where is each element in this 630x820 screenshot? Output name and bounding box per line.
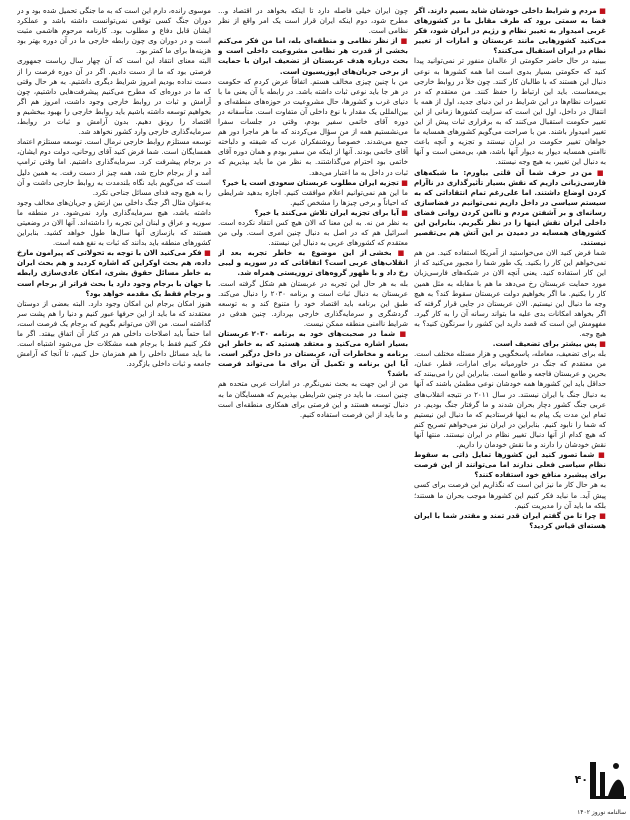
interview-answer: هنوز امکان برجام این امکان وجود دارد. البته بعضی از دوستان معتقدند که ما باید از این حرفها عبور کنیم و دنیا را هم پشت سر گذاشته است. من الان می‌توانم بگویم که برجام یک فرصت است، اما حتماً باید اصلاحات داخلی هم در کنار آن اتفاق بیفتد. اگر ما فکر کنیم فقط با برجام همه مشکلات حل می‌شود اشتباه است. ما باید مسائل داخلی را هم همزمان حل کنیم، تا آنجا که آرامش جامعه و ثبات داخلی بازگردد. bbox=[17, 298, 211, 369]
question-text: تجزیه ایران مطلوب عربستان سعودی است یا خیر؟ bbox=[222, 177, 399, 187]
question-bullet-icon: ■ bbox=[391, 248, 408, 258]
magazine-logo bbox=[588, 758, 628, 802]
text-column-middle bbox=[218, 6, 408, 766]
interview-answer: موسوی رانده، دارم این است که به ما جنگی تحمیل شده بود و در دوران جنگ کسی توقعی نمی‌توانست داشته باشد و عملکرد ایشان قابل دفاع و مطلوب بود. کارنامه مرحوم هاشمی مثبت است و در دوران وی چون رابطه خارجی ما در آن دوره بهتر بود هزینه‌ها برای ما کمتر بود. bbox=[17, 6, 211, 56]
question-text: مردم و شرایط داخلی خودشان شاید بسیم دارند. اگر فضا به سمتی برود که طرف مقابل ما در کشورهای غربی امیدوار به تغییر نظام و رژیم در ایران شود، فکر می‌کنید کشورهایی مانند عربستان و امارات از تغییر نظام در ایران استقبال می‌کنند؟ bbox=[414, 6, 606, 56]
interview-answer: شما فرض کنید الان می‌خواستید از آمریکا استفاده کنید. من هم نمی‌خواهم این کار را بکنید. یک طور شما را مجبور می‌کنید که از این کار استفاده کنید. یعنی آنچه الان در شبکه‌های فارسی‌زبان مورد حمایت عربستان رخ می‌دهد ما هم با مقابله به مثل همین کار را بکنیم. ما اگر بخواهیم دولت عربستان سقوط کند؟ به هیچ وجه ما دنبال این نیستیم. الان عربستان در جایی قرار گرفته که اگر بخواهد امکانات بدی علیه ما بتواند رسانه آن را به کار گیرد. مفهومش این است که قصد دارید این کشور را سرنگون کنید؟ به هیچ وجه. bbox=[414, 248, 606, 338]
interview-question bbox=[218, 36, 408, 76]
question-text: آیا برای تجزیه ایران تلاش می‌کنند یا خیر؟ bbox=[254, 207, 399, 217]
interview-answer: بله برای تضعیف، معامله، پاسخگویی و هزار مسئله مختلف است. من معتقدم که جنگ در خاورمیانه برای امارات، قطر، عمان، بحرین و عربستان فاجعه و طامع است. بنابراین این را می‌بینند که حداقل باید این کشورها همه خودشان نوعی مطمئن باشند که آنها به دنبال جنگ با ایران نیستند. در سال ۲۰۱۱ در نتیجه انقلاب‌های عربی جنگ کشور دچار بحران شدند و ما گرفتار جنگ بودیم. در تمام این مدت یک پیام به اینها فرستادیم که ما دنبال این نیستیم که شما را نابود کنیم. بنابراین در ایران نیز می‌خواهم تصریح کنم که هیچ کدام از آنها دنبال تغییر نظام در ایران نیستند. منتها آنها نقش خودشان را دارند و ما نقش خودمان را داریم. bbox=[414, 349, 606, 450]
interview-question bbox=[414, 168, 606, 249]
question-bullet-icon: ■ bbox=[398, 207, 408, 217]
interview-question bbox=[218, 329, 408, 379]
interview-answer: بله به هر حال این تجربه در عربستان هم شکل گرفته است. عربستان به دنبال ثبات است و برنامه ۲۰۳۰ را دنبال می‌کند. طبق این برنامه باید اقتصاد خود را متنوع کند و به توسعه گردشگری و سرمایه‌گذاری خارجی بپردازد. چنین هدفی در شرایط ناامنی منطقه ممکن نیست. bbox=[218, 278, 408, 328]
issue-label: سالنامه نوروز ۱۴۰۲ bbox=[577, 809, 626, 816]
interview-question bbox=[218, 248, 408, 278]
question-text: بخشی از این موضوع به خاطر تجربه بعد از انقلاب‌های عربی است؟ اتفاقاتی که در سوریه و لیبی رخ داد و با ظهور گروه‌های تروریستی همراه شد. bbox=[218, 248, 408, 278]
interview-question bbox=[414, 6, 606, 56]
question-bullet-icon: ■ bbox=[397, 36, 408, 46]
interview-question bbox=[218, 178, 408, 188]
question-text: من در حرف شما آن قلتی بیاورم: ما شبکه‌های فارسی‌زبانی داریم که نقش بسیار تأثیرگذاری در ناآرام کردن اوضاع داشتند. اما علی‌رغم تمام انتقاداتی که به سیستم سیاسی در داخل داریم نمی‌توانیم در فضاسازی رسانه‌ای و بر آشفتن مردم و ناامن کردن روانی فضای داخلی ایران نقش اینها را در نظر نگیریم. بنابراین این کشورهای همسایه در دمیدن بر این آتش هم بی‌تقصیر نیستند. bbox=[414, 167, 606, 248]
interview-question bbox=[218, 208, 408, 218]
interview-question bbox=[414, 339, 606, 349]
interview-answer: به هر حال کار ما نیز این است که نگذاریم این فرصت برای کسی پیش آید. ما نباید فکر کنیم این کشورها موجب بحران ما هستند؛ بلکه ما باید آن را مدیریت کنیم. bbox=[414, 480, 606, 510]
question-text: از نظر نظامی و منطقه‌ای بله، اما من فکر می‌کنم بخشی از قدرت هر نظامی مشروعیت داخلی است و بحث درباره هدف عربستان از تضعیف ایران با حمایت از برخی جریان‌های اپوزیسیون است. bbox=[218, 36, 408, 76]
question-text: شما در صحبت‌های خود به برنامه ۲۰۳۰ عربستان بسیار اشاره می‌کنید و معتقد هستید که به خاطر این برنامه و مخاطرات آن، عربستان در داخل درگیر است. آیا این برنامه و تکمیل آن برای ما می‌تواند فرصت باشد؟ bbox=[218, 329, 408, 379]
question-text: شما تصور کنید این کشورها تمایل ذاتی به سقوط نظام سیاسی فعلی ندارند اما می‌توانند از این فرصت برای پیشبرد منافع خود استفاده کنند؟ bbox=[414, 450, 606, 480]
interview-question bbox=[17, 248, 211, 298]
interview-answer: به نظر من نه. به این معنا که الان هیچ کس انتقاد نکرده است. اسرائیل هم که در اصل به دنبال چنین امری است. ولی من معتقدم که کشورهای عربی به دنبال این نیستند. bbox=[218, 217, 408, 248]
interview-question bbox=[414, 450, 606, 480]
interview-answer: به‌عنوان مثال اگر جنگ داخلی بین ارتش و جریان‌های مخالف وجود داشته باشد، هیچ سرمایه‌گذاری وارد نمی‌شود. در منطقه ما سوریه و عراق و لبنان این تجربه را داشته‌اند. آنها الان در وضعیتی هستند که بازسازی آنها سال‌ها طول خواهد کشید. بنابراین کشورهای منطقه باید بدانند که ثبات به نفع همه است. bbox=[17, 197, 211, 248]
page-number: ۴۰ bbox=[574, 773, 588, 786]
interview-answer: البته معنای انتقاد این است که آن چهار سال ریاست جمهوری فرصتی بود که ما از دست دادیم. اگر در آن دوره فرصت را از دست نداده بودیم امروز شرایط دیگری داشتیم. به هر حال وقتی که ما در دوره‌ای که مطرح می‌کنیم پیشرفت‌هایی داشتیم، چون آرامش و ثبات در روابط خارجی وجود داشت، امروز هم اگر بخواهیم توسعه داشته باشیم باید روابط خارجی را بهبود ببخشیم و اقتصاد را رونق دهیم. بدون آرامش و ثبات در روابط، سرمایه‌گذاری خارجی وارد کشور نخواهد شد. bbox=[17, 56, 211, 137]
text-column-right bbox=[414, 6, 606, 766]
question-bullet-icon: ■ bbox=[592, 167, 606, 177]
question-bullet-icon: ■ bbox=[596, 510, 606, 520]
interview-answer: ببینید در حال حاضر حکومتی از عالمان منفور تر نمی‌توانید پیدا کنید که حکومتی بسیار بدوی است اما همه کشورها به نوعی دنبال این هستند که با طالبان کار کنند. چون خلأ در روابط خارجی بی‌معناست. باید این ارتباط را حفظ کنند. من معتقدم که در تغییرات نظام‌ها در این شرایط در این دنیای جدید، اول از همه با انتقال در داخل، اول این است که سرایت کشورها زمانی از این تغییر حکومت استقبال می‌کنند که به برقراری ثبات پیش از این تغییر امیدوار باشند. من با صراحت می‌گویم کشورهای همسایه ما خواهان تغییر حکومت در ایران نیستند و تجزیه و آنچه باعث ناامنی همسایه دیوار به دیوار آنها باشد، هم، بی‌معنی است و آنها به دنبال این تغییر، به هیچ وجه نیستند. bbox=[414, 56, 606, 167]
question-bullet-icon: ■ bbox=[201, 248, 211, 258]
interview-answer: ما این هم نمی‌توانیم اعلام موافقت کنیم. اجازه بدهید شرایطی که احیاناً و برخی چیزها را مشخص کنیم. bbox=[218, 187, 408, 207]
question-bullet-icon: ■ bbox=[596, 6, 606, 15]
question-bullet-icon: ■ bbox=[398, 177, 408, 187]
question-text: فکر می‌کنید الان با توجه به تحولاتی که پیرامون مارخ داده، هم بحث اوکراین که اشاره کردید و هم بحث ایران به خاطر مسائل حقوق بشری، امکان عادی‌سازی رابطه با جهان با برجام وجود دارد یا بحث فراتر از برجام است و برجام فقط یک مقدمه خواهد بود؟ bbox=[17, 248, 211, 298]
question-text: پس بیشتر برای تضعیف است. bbox=[492, 339, 597, 349]
text-column-left bbox=[17, 6, 211, 766]
interview-question bbox=[414, 511, 606, 531]
interview-answer: چون ایران خیلی فاصله دارد تا اینکه بخواهد در اقتصاد و... مطرح شود، دوم اینکه ایران قرار است یک امر واقع از نظر نظامی است. bbox=[218, 6, 408, 36]
question-bullet-icon: ■ bbox=[594, 450, 606, 460]
question-bullet-icon: ■ bbox=[596, 339, 606, 349]
interview-answer: من با چنین چیزی مخالف هستم. اتفاقاً عرض کردم که حکومت در هر جا باید نوعی ثبات داشته باشد. در رابطه با آن یعنی ما با دنیای غرب و کشورها، حال مشروعیت در حوزه‌های منطقه‌ای و بین‌المللی یک مقدار با نوع داخلی آن متفاوت است. متأسفانه در دوره آقای خاتمی سفیر بودم، وقتی در جلسات سفرا می‌نشستیم همه از من سؤال می‌کردند که ما هر ماجرا دور هم جمع می‌شدند. خصوصاً روشنفکران عرب که شیفته و دلباخته آقای خاتمی بودند. آنها از اینکه من سفیر بودم و همان دوره آقای خاتمی بود احترام می‌گذاشتند. به نظر من ما باید بپذیریم که ثبات در داخل به ما اعتبار می‌دهد. bbox=[218, 76, 408, 177]
interview-answer: من از این جهت به بحث نمی‌نگرم. در امارات عربی متحده هم چنین است. ما باید در چنین شرایطی بپذیریم که همسایگان ما به دنبال توسعه هستند و این فرصتی برای همکاری منطقه‌ای است و ما باید از این فرصت استفاده کنیم. bbox=[218, 379, 408, 419]
question-text: چرا تا من گفتم ایران قدر تمند و مقتدر شما با ایران هسته‌ای قیاس کردید؟ bbox=[414, 510, 606, 530]
interview-answer: توسعه مستلزم روابط خارجی نرمال است. توسعه مستلزم اعتماد همسایگان است. شما فرض کنید آقای روحانی، دولت دوم ایشان، در برجام پیشرفت کرد. سرمایه‌گذاری داشتیم. اما وقتی ترامپ آمد و از برجام خارج شد، همه چیز از دست رفت. به همین دلیل است که می‌گویم باید نگاه بلندمدت به روابط خارجی داشت و آن را به هیچ وجه فدای مسائل جناحی نکرد. bbox=[17, 137, 211, 197]
question-bullet-icon: ■ bbox=[395, 329, 408, 338]
